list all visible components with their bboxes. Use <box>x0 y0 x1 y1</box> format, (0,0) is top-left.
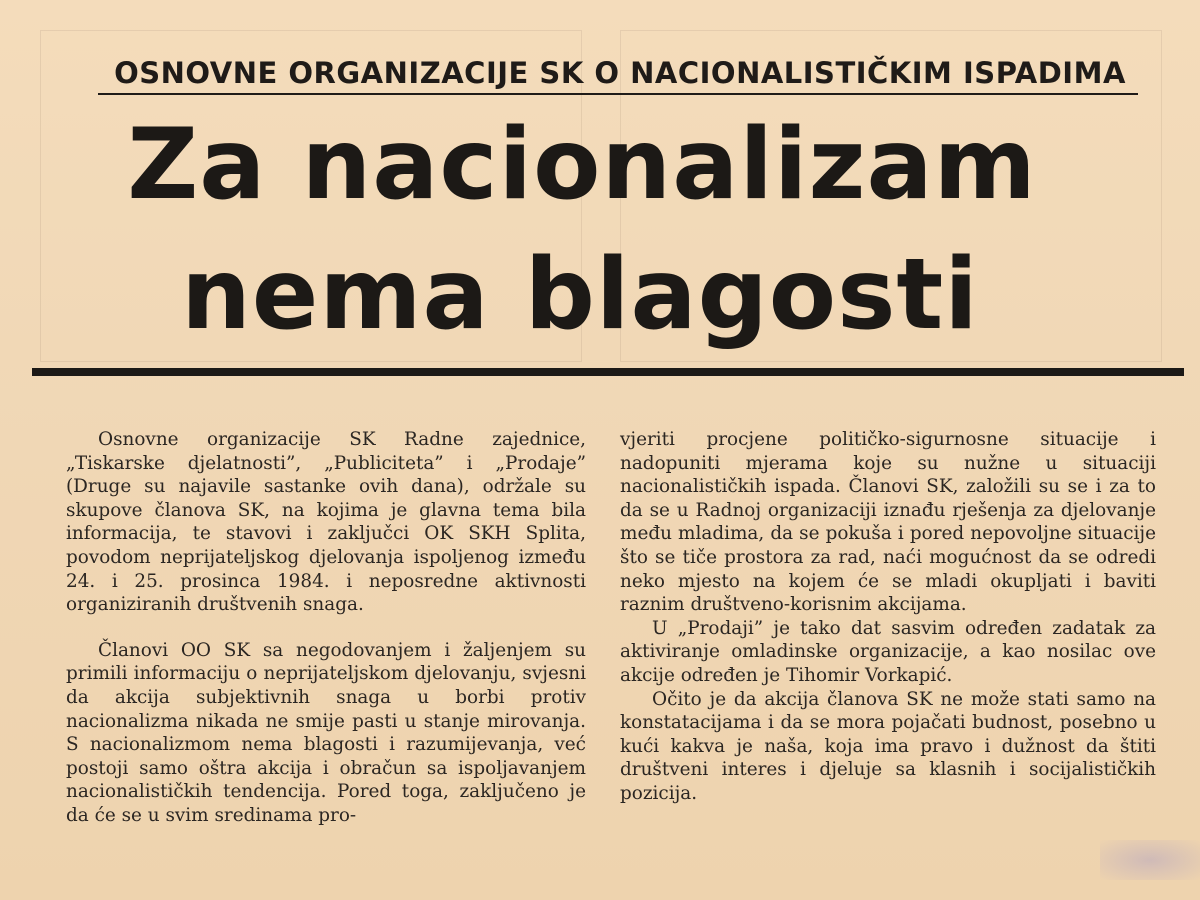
paragraph-4: U „Prodaji” je tako dat sasvim određen zadatak za aktiviranje omladinske organizacije, a kao nosilac ove akcije određen je Tihomir Vorkapić. <box>620 617 1156 686</box>
kicker-headline: OSNOVNE ORGANIZACIJE SK O NACIONALISTIČKIM ISPADIMA <box>114 56 1126 90</box>
headline-rule <box>32 368 1184 376</box>
paragraph-5: Očito je da akcija članova SK ne može stati samo na konstatacijama i da se mora pojačati budnost, posebno u kući kakva je naša, koja ima pravo i dužnost da štiti društveni interes i djeluje sa klasnih i socijalističkih pozicija. <box>620 688 1156 804</box>
kicker-underline <box>98 93 1138 95</box>
paragraph-2: Članovi OO SK sa negodovanjem i žaljenjem su primili informaciju o neprijateljskom djelovanju, svjesni da akcija subjektivnih snaga u borbi protiv nacionalizma nikada ne smije pasti u stanje mirovanja. S nacionalizmom nema blagosti i razumijevanja, već postoji samo oštra akcija i obračun sa ispoljavanjem nacionalističkih tendencija. Pored toga, zaključeno je da će se u svim sredinama pro- <box>66 639 586 826</box>
paragraph-3: vjeriti procjene političko-sigurnosne situacije i nadopuniti mjerama koje su nužne u situaciji nacionalističkih ispada. Članovi SK, založili su se i za to da se u Radnoj organizaciji iznađu rješenja za djelovanje među mladima, da se pokuša i pored nepovoljne situacije što se tiče prostora za rad, naći mogućnost da se odredi neko mjesto na kojem će se mladi okupljati i baviti raznim društveno-korisnim akcijama. <box>620 429 1156 616</box>
article-column-right <box>620 428 1156 806</box>
ink-stain <box>1100 840 1200 880</box>
headline-line-1: Za nacionalizam <box>127 108 1037 222</box>
headline-line-2: nema blagosti <box>181 238 979 352</box>
article-column-left <box>66 428 586 828</box>
paragraph-1: Osnovne organizacije SK Radne zajednice, „Tiskarske djelatnosti”, „Publiciteta” i „Prodaje” (Druge su najavile sastanke ovih dana), održale su skupove članova SK, na kojima je glavna tema bila informacija, te stavovi i zaključci OK SKH Splita, povodom neprijateljskog djelovanja ispoljenog između 24. i 25. prosinca 1984. i neposredne aktivnosti organiziranih društvenih snaga. <box>66 429 586 616</box>
